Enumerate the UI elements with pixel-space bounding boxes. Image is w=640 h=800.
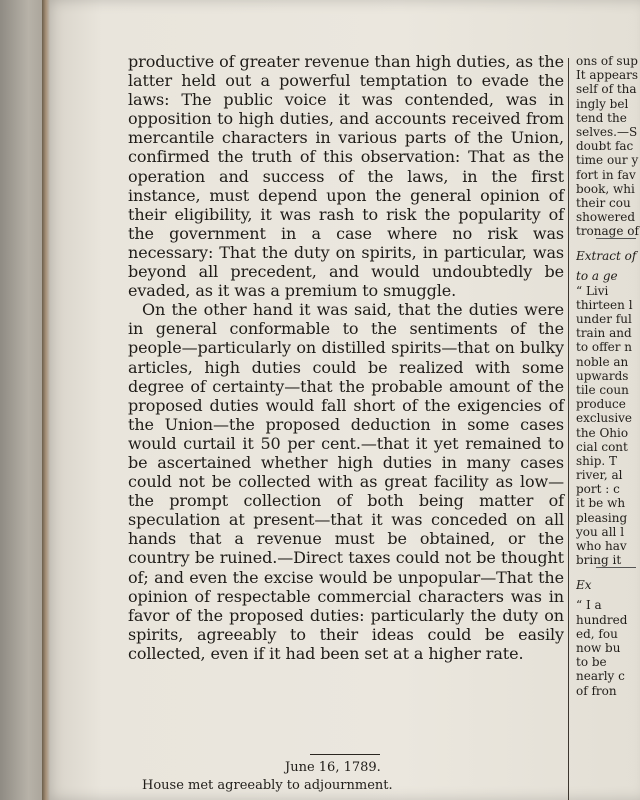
right-line: their cou: [576, 195, 631, 210]
second-extract-line: nearly c: [576, 669, 625, 684]
extract-line: it be wh: [576, 496, 626, 511]
paragraph-revenue-argument: productive of greater revenue than high duties, as the latter held out a powerful temptation to evade the laws: The public voice it was contended, was in opposition to high duties, and accounts received from mercantile characters in various parts of the Union, confirmed the truth of this observation: That as the operation and success of the laws, in the first instance, must depend upon the general opinion of their eligibility, it was rash to risk the popularity of the government in a case where no risk was necessary: That the duty on spirits, in particular, was beyond all precedent, and would undoubtedly be evaded, as it was a premium to smuggle.: [128, 52, 564, 301]
extract-line: you all l: [576, 524, 625, 539]
extract-line: tile coun: [576, 382, 629, 397]
extract-line: who hav: [576, 539, 627, 553]
extract-line: produce: [576, 397, 626, 412]
extract-line: noble an: [576, 354, 629, 369]
paragraph-counter-argument: On the other hand it was said, that the duties were in general conformable to the sentiments of the people—particularly on distilled spirits—that on bulky articles, high duties could be realized with some degree of certainty—that the probable amount of the proposed duties would fall short of the exigencies of the Union—the proposed deduction in some cases would curtail it 50 per cent.—that it yet remained to be ascertained whether high duties in many cases could not be collected with as great facility as low—the prompt collection of both being matter of speculation at present—that it was conceded on all hands that a revenue must be obtained, or the country be ruined.—Direct taxes could not be thought of; and even the excise would be unpopular—That the opinion of respectable commercial characters was in favor of the proposed duties: particularly the duty on spirits, agreeably to their ideas could be easily collected, even if it had been set at a higher rate.: [128, 300, 564, 663]
right-line: ons of sup: [576, 54, 638, 68]
extract-subheading: to a ge: [576, 269, 618, 284]
right-line: self of tha: [576, 82, 637, 97]
right-text-column: [576, 54, 640, 698]
extract-line: exclusive: [576, 411, 633, 426]
extract-line: to offer n: [576, 340, 632, 355]
date-rule: [310, 754, 380, 755]
second-extract-line: of fron: [576, 683, 617, 698]
second-extract-line: now bu: [576, 640, 621, 655]
second-extract-line: “ I a: [576, 598, 602, 613]
page-fold: [42, 0, 50, 800]
extract-line: the Ohio: [576, 425, 629, 440]
extract-line: thirteen l: [576, 297, 633, 312]
extract-line: bring it: [576, 553, 622, 568]
extract-line: port : c: [576, 482, 620, 497]
extract-line: cial cont: [576, 439, 628, 454]
right-section-rule: [596, 567, 636, 578]
extract-line: pleasing: [576, 510, 628, 525]
date-heading: June 16, 1789.: [285, 760, 381, 775]
second-extract-line: hundred: [576, 612, 628, 627]
house-adjournment-line: House met agreeably to adjournment.: [142, 778, 393, 793]
column-rule: [568, 58, 569, 800]
right-line: tronage of: [576, 224, 639, 239]
main-text-column: [128, 52, 564, 663]
right-line: ingly bel: [576, 96, 629, 111]
extract-line: ship. T: [576, 453, 618, 468]
right-line: time our y: [576, 153, 639, 168]
second-extract-line: ed, fou: [576, 626, 618, 641]
right-line: selves.—S: [576, 124, 638, 139]
second-extract-heading: Ex: [576, 578, 592, 593]
right-line: tend the: [576, 110, 627, 125]
right-section-rule: [596, 238, 636, 249]
extract-line: under ful: [576, 312, 632, 326]
extract-line: train and: [576, 326, 632, 341]
right-line: doubt fac: [576, 139, 634, 154]
extract-line: river, al: [576, 468, 623, 483]
extract-line: “ Livi: [576, 283, 609, 298]
right-line: showered: [576, 210, 636, 225]
second-extract-line: to be: [576, 655, 607, 670]
extract-line: upwards: [576, 368, 629, 383]
right-line: book, whi: [576, 181, 635, 196]
right-line: It appears: [576, 68, 639, 83]
extract-heading: Extract of: [576, 249, 637, 264]
right-line: fort in fav: [576, 167, 636, 182]
